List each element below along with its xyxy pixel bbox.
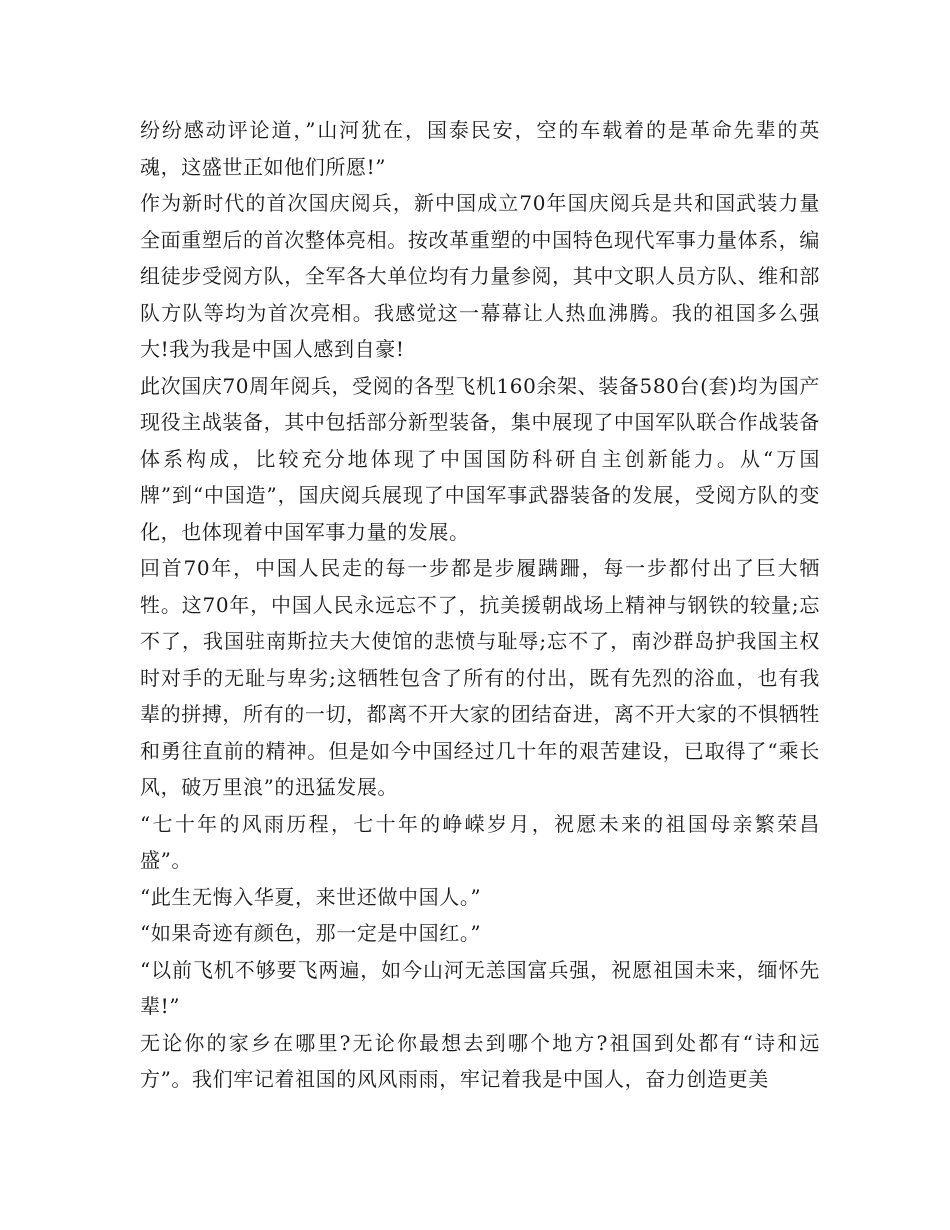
paragraph-hometown: 无论你的家乡在哪里?无论你最想去到哪个地方?祖国到处都有“诗和远方”。我们牢记着祖国的风风雨雨，牢记着我是中国人，奋力创造更美	[140, 1030, 820, 1091]
paragraph-equipment: 此次国庆70周年阅兵，受阅的各型飞机160余架、装备580台(套)均为国产现役主战装备，其中包括部分新型装备，集中展现了中国军队联合作战装备体系构成，比较充分地体现了中国国防科研自主创新能力。从“万国牌”到“中国造”，国庆阅兵展现了中国军事武器装备的发展，受阅方队的变化，也体现着中国军事力量的发展。	[140, 373, 820, 544]
paragraph-tribute: 纷纷感动评论道，”山河犹在，国泰民安，空的车载着的是革命先辈的英魂，这盛世正如他们所愿!”	[140, 118, 820, 179]
quote-planes-twice: “以前飞机不够要飞两遍，如今山河无恙国富兵强，祝愿祖国未来，缅怀先辈!”	[140, 957, 820, 1018]
document-page	[140, 112, 820, 1098]
quote-seventy-years: “七十年的风雨历程，七十年的峥嵘岁月，祝愿未来的祖国母亲繁荣昌盛”。	[140, 811, 820, 872]
paragraph-70-years: 回首70年，中国人民走的每一步都是步履蹒跚，每一步都付出了巨大牺牲。这70年，中国人民永远忘不了，抗美援朝战场上精神与钢铁的较量;忘不了，我国驻南斯拉夫大使馆的悲愤与耻辱;忘不了，南沙群岛护我国主权时对手的无耻与卑劣;这牺牲包含了所有的付出，既有先烈的浴血，也有我辈的拼搏，所有的一切，都离不开大家的团结奋进，离不开大家的不惧牺牲和勇往直前的精神。但是如今中国经过几十年的艰苦建设，已取得了“乘长风，破万里浪”的迅猛发展。	[140, 556, 820, 799]
quote-china-red: “如果奇迹有颜色，那一定是中国红。”	[140, 921, 482, 945]
paragraph-first-parade: 作为新时代的首次国庆阅兵，新中国成立70年国庆阅兵是共和国武装力量全面重塑后的首次整体亮相。按改革重塑的中国特色现代军事力量体系，编组徒步受阅方队，全军各大单位均有力量参阅，其中文职人员方队、维和部队方队等均为首次亮相。我感觉这一幕幕让人热血沸腾。我的祖国多么强大!我为我是中国人感到自豪!	[140, 191, 820, 361]
quote-no-regrets: “此生无悔入华夏，来世还做中国人。”	[140, 884, 482, 909]
